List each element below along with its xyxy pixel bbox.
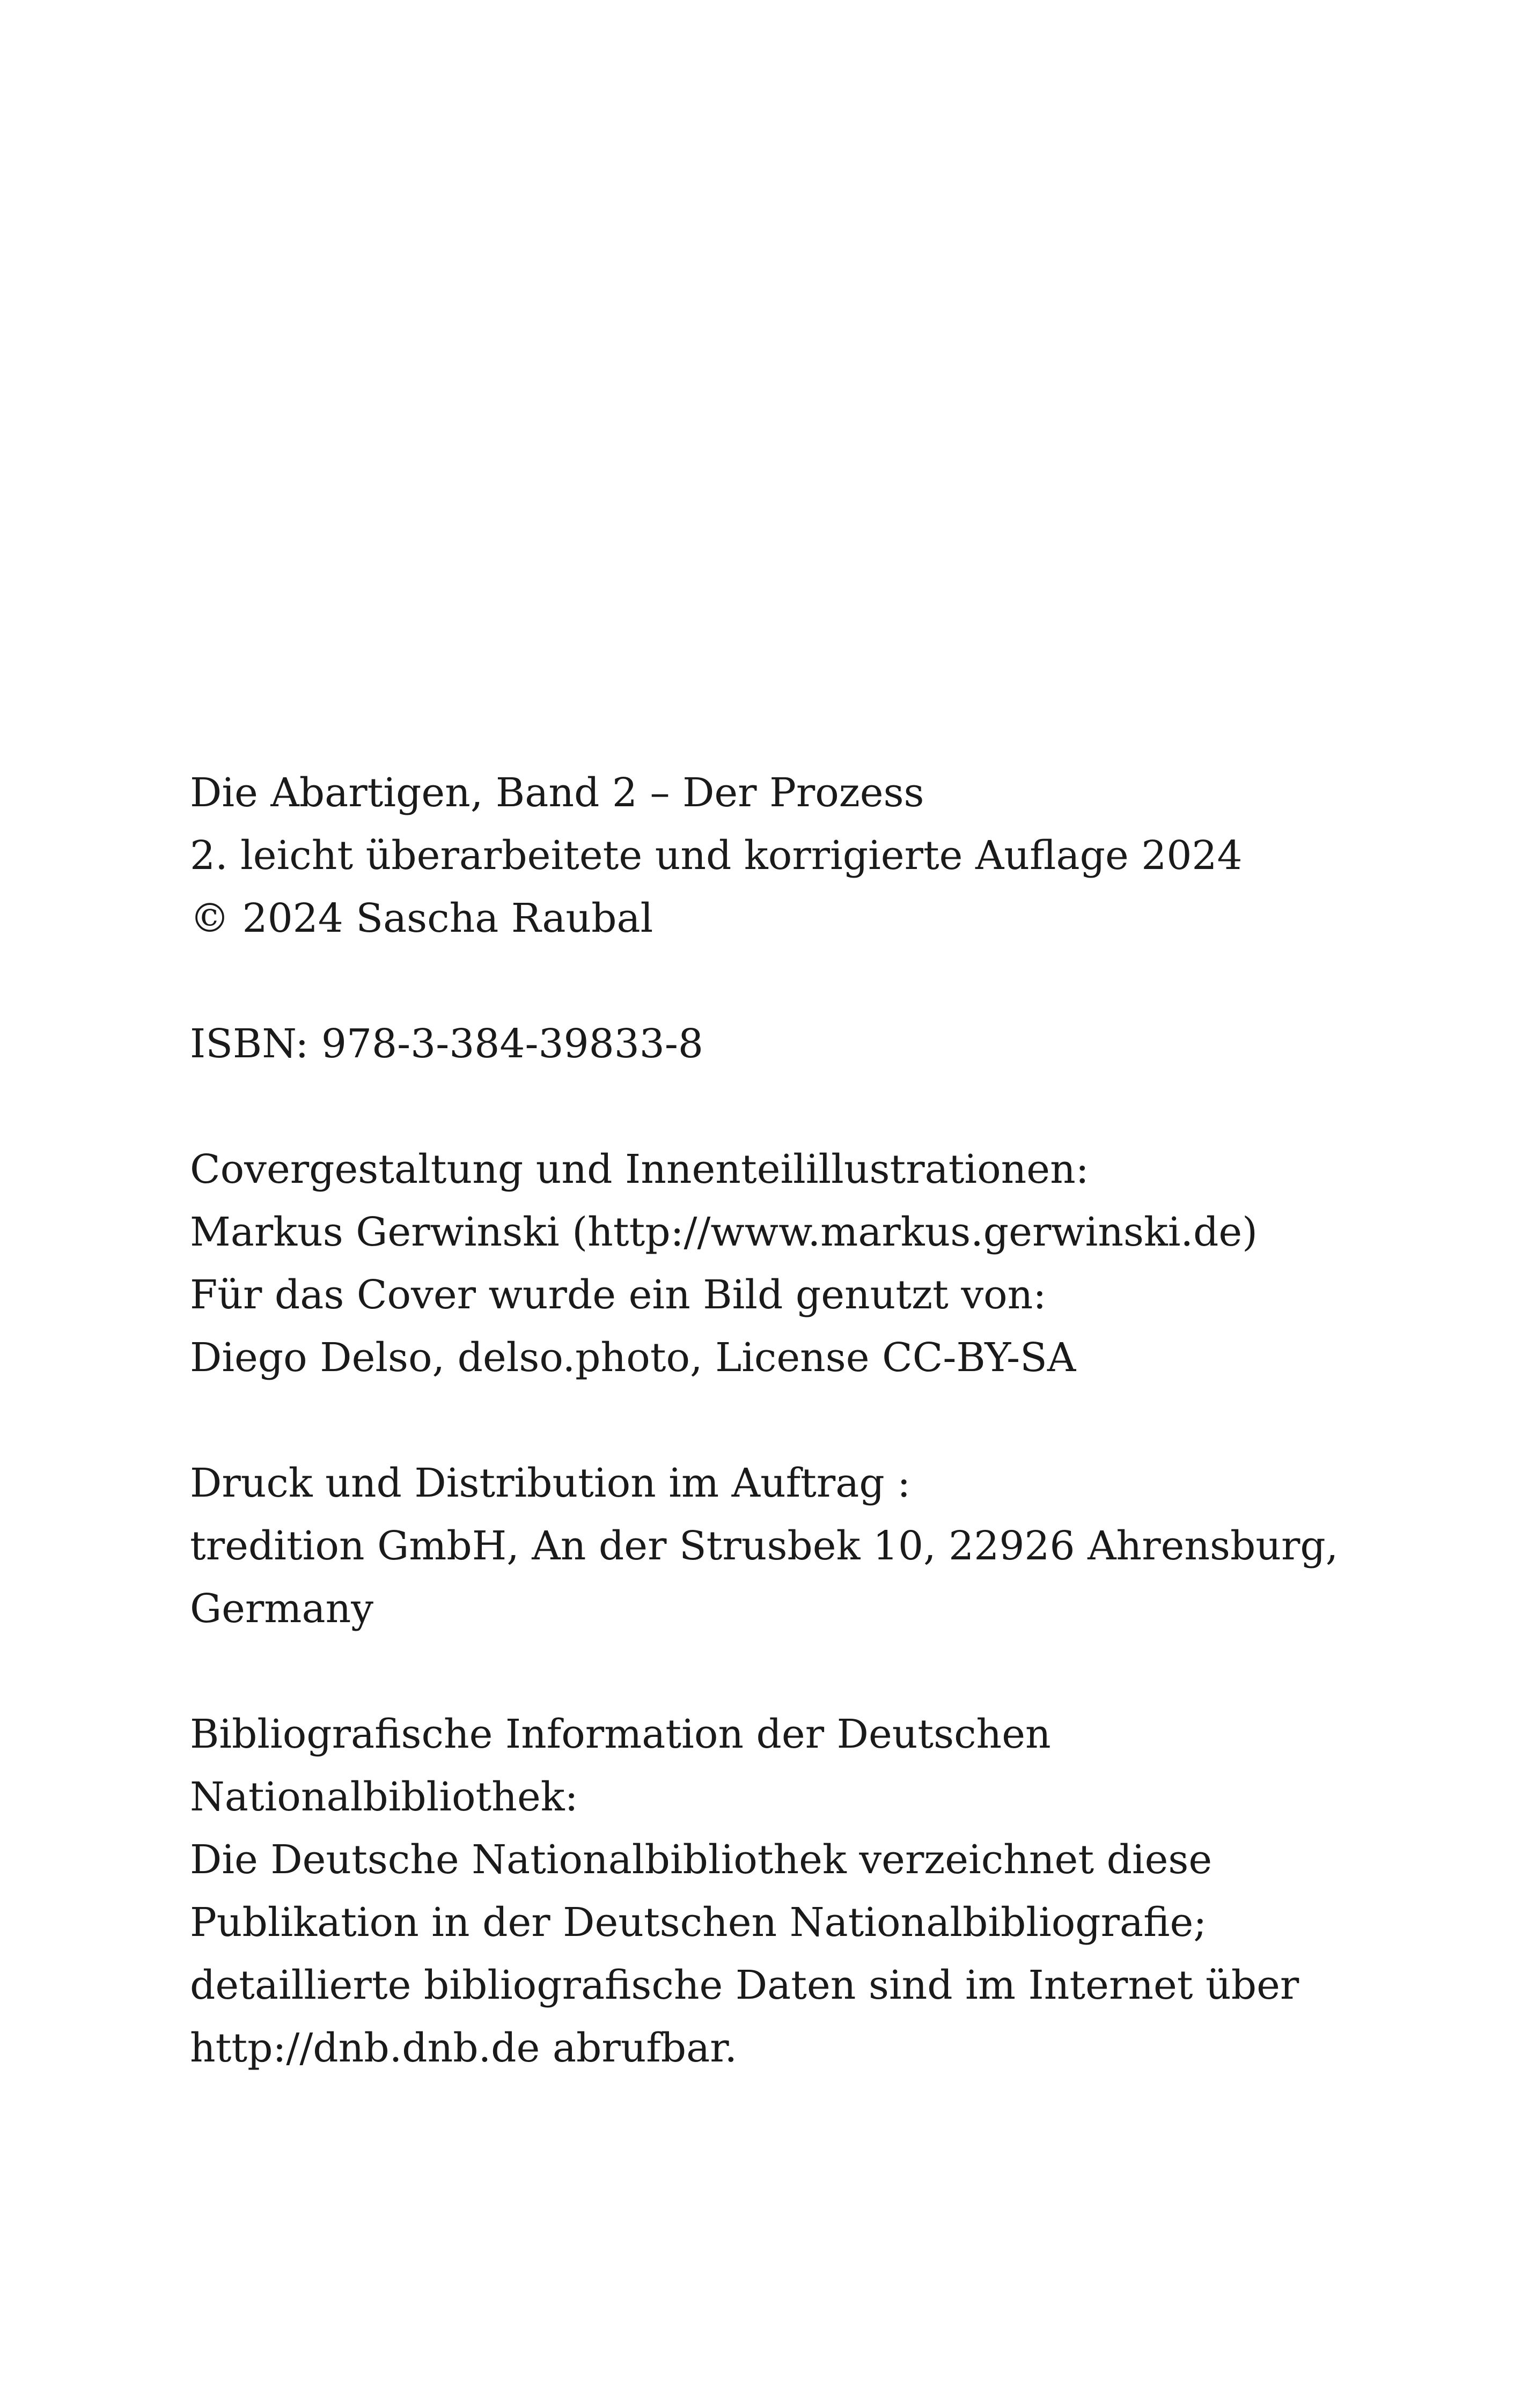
paragraph-spacer xyxy=(190,1389,1424,1452)
copyright-line: © 2024 Sascha Raubal xyxy=(190,895,653,941)
cover-designer-line: Markus Gerwinski (http://www.markus.gerwinski.de) xyxy=(190,1209,1258,1255)
imprint-page-text xyxy=(190,762,1424,2080)
paragraph-spacer xyxy=(190,1076,1424,1138)
paragraph-spacer xyxy=(190,1640,1424,1703)
cover-design-heading: Covergestaltung und Innenteilillustrationen: xyxy=(190,1146,1089,1192)
bibliographic-text-line-2: Publikation in der Deutschen Nationalbibliografie; xyxy=(190,1899,1207,1946)
bibliographic-info-block xyxy=(190,1703,1424,2080)
bibliographic-text-line-3: detaillierte bibliografische Daten sind im Internet über xyxy=(190,1962,1299,2008)
cover-credits-block xyxy=(190,1138,1424,1389)
book-title-line: Die Abartigen, Band 2 – Der Prozess xyxy=(190,770,924,816)
publisher-country-line: Germany xyxy=(190,1586,374,1632)
cover-image-credit-line: Diego Delso, delso.photo, License CC-BY-SA xyxy=(190,1335,1076,1381)
printing-heading: Druck und Distribution im Auftrag : xyxy=(190,1460,911,1506)
bibliographic-url-line: http://dnb.dnb.de abrufbar. xyxy=(190,2025,737,2071)
title-edition-block xyxy=(190,762,1424,950)
cover-image-credit-heading: Für das Cover wurde ein Bild genutzt von: xyxy=(190,1272,1047,1318)
isbn-line: ISBN: 978-3-384-39833-8 xyxy=(190,1021,703,1067)
publisher-address-line: tredition GmbH, An der Strusbek 10, 22926 Ahrensburg, xyxy=(190,1523,1339,1569)
bibliographic-text-line-1: Die Deutsche Nationalbibliothek verzeichnet diese xyxy=(190,1837,1213,1883)
paragraph-spacer xyxy=(190,950,1424,1013)
isbn-block xyxy=(190,1013,1424,1076)
bibliographic-heading-line-2: Nationalbibliothek: xyxy=(190,1774,578,1820)
edition-line: 2. leicht überarbeitete und korrigierte Auflage 2024 xyxy=(190,833,1243,879)
bibliographic-heading-line-1: Bibliografische Information der Deutschen xyxy=(190,1711,1051,1757)
printing-block xyxy=(190,1452,1424,1640)
